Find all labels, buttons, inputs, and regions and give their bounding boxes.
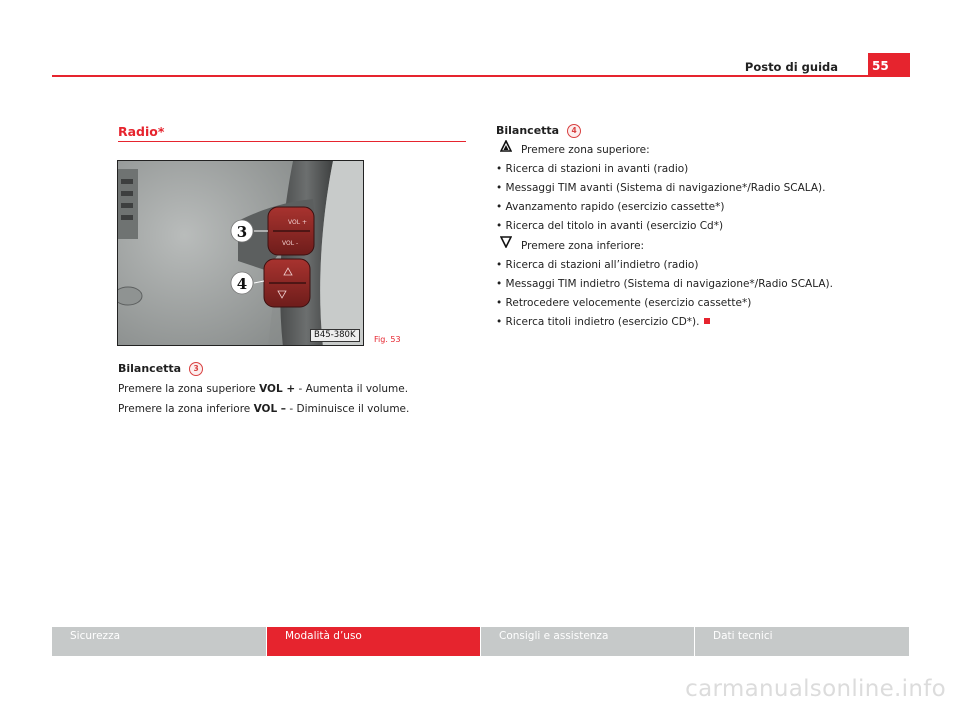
lower-zone-label: Premere zona inferiore: (521, 240, 645, 252)
section-rule (118, 141, 466, 142)
right-badge-4: 4 (567, 124, 581, 138)
upper-item-2: • Messaggi TIM avanti (Sistema di navigazione*/Radio SCALA). (496, 182, 826, 194)
right-subheading (496, 124, 581, 138)
vol-plus-post: - Aumenta il volume. (295, 383, 409, 395)
vol-plus-pre: Premere la zona superiore (118, 383, 260, 395)
figure-code-label: B45-380K (310, 329, 360, 342)
tab-modalita-uso[interactable]: Modalità d’uso (267, 627, 480, 656)
running-header-title: Posto di guida (744, 60, 838, 74)
arrow-down-icon (500, 236, 512, 248)
svg-text:VOL +: VOL + (288, 219, 307, 226)
callout-3: 3 (236, 223, 248, 241)
tab-consigli-assistenza[interactable]: Consigli e assistenza (481, 627, 694, 656)
upper-item-4: • Ricerca del titolo in avanti (esercizio Cd*) (496, 220, 724, 232)
end-of-section-marker (704, 318, 710, 324)
upper-item-1: • Ricerca di stazioni in avanti (radio) (496, 163, 689, 175)
section-title: Radio* (118, 124, 165, 139)
vol-minus-pre: Premere la zona inferiore (118, 403, 254, 415)
vol-minus-line (118, 403, 409, 415)
upper-item-3: • Avanzamento rapido (esercizio cassette*) (496, 201, 725, 213)
lower-item-1: • Ricerca di stazioni all’indietro (radio) (496, 259, 699, 271)
vol-minus-post: - Diminuisce il volume. (286, 403, 410, 415)
steering-wheel-illustration (118, 161, 364, 346)
left-subheading (118, 362, 203, 376)
callout-4: 4 (236, 275, 248, 293)
lower-item-3: • Retrocedere velocemente (esercizio cassette*) (496, 297, 752, 309)
svg-text:VOL -: VOL - (282, 240, 299, 247)
vol-minus-key: VOL – (253, 403, 287, 415)
upper-zone-label: Premere zona superiore: (521, 144, 650, 156)
figure-caption: Fig. 53 (374, 335, 401, 344)
lower-item-2: • Messaggi TIM indietro (Sistema di navigazione*/Radio SCALA). (496, 278, 833, 290)
vol-plus-key: VOL + (259, 383, 296, 395)
lower-item-4-line (496, 316, 710, 328)
header-rule (52, 75, 910, 77)
lower-item-4: • Ricerca titoli indietro (esercizio CD*). (496, 316, 700, 328)
site-watermark: carmanualsonline.info (685, 676, 946, 702)
right-heading-text: Bilancetta (496, 124, 560, 137)
left-heading-text: Bilancetta (118, 362, 182, 375)
vol-plus-line (118, 383, 408, 395)
left-badge-3: 3 (189, 362, 203, 376)
arrow-up-icon (500, 140, 512, 152)
tab-dati-tecnici[interactable]: Dati tecnici (695, 627, 909, 656)
tab-sicurezza[interactable]: Sicurezza (52, 627, 266, 656)
page-number: 55 (868, 53, 910, 77)
steering-wheel-photo (117, 160, 364, 346)
